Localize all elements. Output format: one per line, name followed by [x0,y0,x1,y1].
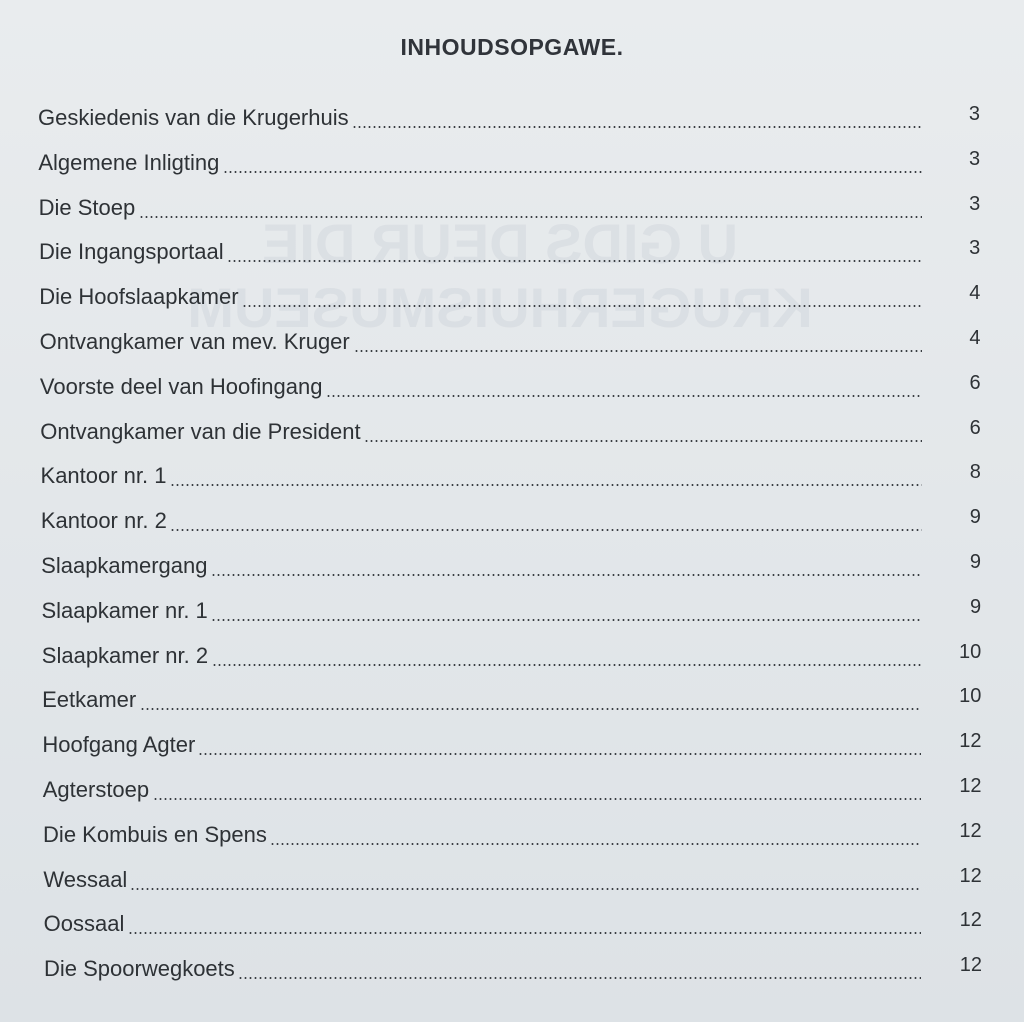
toc-entry-label: Eetkamer [42,687,137,713]
toc-page-number: 3 [969,237,981,260]
toc-entry-label: Kantoor nr. 1 [40,463,167,489]
toc-entry-label: Slaapkamer nr. 1 [41,597,208,623]
toc-page-number: 3 [968,103,980,125]
toc-page-number: 8 [969,461,981,484]
toc-entry [42,683,981,713]
toc-entry [39,191,981,221]
toc-entry-label: Die Stoep [38,194,136,220]
toc-entry-label: Slaapkamergang [41,553,208,578]
toc-entry [39,280,980,310]
toc-entry [40,325,981,355]
toc-dot-leader [364,440,921,442]
toc-entry-label: Ontvangkamer van die President [40,418,361,444]
toc-dot-leader [153,798,921,800]
toc-dot-leader [326,395,922,397]
page-title: INHOUDSOPGAWE. [400,34,624,60]
toc-entry-label: Oossaal [43,911,125,937]
toc-page-number: 6 [969,371,981,394]
toc-dot-leader [130,888,921,890]
toc-dot-leader [270,843,921,845]
toc-page-number: 12 [959,864,982,887]
toc-page-number: 4 [969,327,981,349]
toc-entry [41,549,981,579]
toc-entry-label: Wessaal [43,866,128,892]
toc-dot-leader [354,350,922,352]
toc-entry [44,952,982,982]
toc-dot-leader [242,305,922,307]
toc-entry [41,459,981,489]
toc-entry [39,235,980,265]
toc-dot-leader [170,484,922,486]
toc-entry [42,728,981,758]
toc-entry-label: Die Kombuis en Spens [43,821,267,847]
toc-entry-label: Slaapkamer nr. 2 [41,642,209,668]
toc-entry [40,370,981,400]
toc-page-number: 3 [969,192,981,215]
toc-entry-label: Geskiedenis van die Krugerhuis [38,105,349,130]
toc-entry [43,773,982,803]
toc-entry [42,639,981,669]
toc-dot-leader [140,708,921,710]
toc-page-number: 10 [959,640,982,663]
toc-entry [41,504,981,534]
toc-entry [38,146,980,176]
toc-page-number: 3 [968,147,981,170]
toc-page-number: 4 [969,282,981,305]
toc-dot-leader [170,529,922,531]
toc-entry [43,863,981,893]
toc-entry-label: Voorste deel van Hoofingang [39,373,323,399]
toc-dot-leader [211,619,921,621]
toc-entry-label: Hoofgang Agter [42,732,196,758]
toc-entry [43,818,982,848]
toc-page-number: 9 [970,595,982,618]
toc-dot-leader [128,932,921,934]
toc-entry [41,594,981,624]
toc-entry-label: Ontvangkamer van mev. Kruger [39,329,350,354]
toc-entry-label: Die Spoorwegkoets [44,956,235,982]
toc-page-number: 10 [959,685,982,708]
toc-page-number: 12 [959,819,982,842]
toc-entry-label: Die Hoofslaapkamer [39,284,239,310]
toc-entry-label: Algemene Inligting [38,149,220,175]
show-through-line-1: U GIDS DEUR DIE [261,212,739,275]
toc-dot-leader [198,753,921,755]
toc-entry-label: Die Ingangsportaal [38,239,224,265]
toc-entry-label: Kantoor nr. 2 [40,508,167,534]
toc-entry-label: Agterstoep [42,777,150,802]
toc-dot-leader [352,126,922,128]
toc-page-number: 12 [959,730,982,753]
toc-entry [44,907,982,937]
toc-entry [38,101,980,131]
toc-dot-leader [139,216,922,218]
toc-entry [40,415,981,445]
toc-page-number: 9 [969,506,981,529]
toc-dot-leader [211,574,921,576]
toc-dot-leader [223,171,922,173]
toc-page-number: 12 [959,775,982,797]
toc-page-number: 9 [969,551,982,573]
toc-page-number: 12 [959,909,982,932]
toc-dot-leader [212,664,922,666]
toc-dot-leader [238,977,921,979]
toc-page-number: 12 [959,954,982,977]
toc-dot-leader [227,260,922,262]
toc-page-number: 6 [969,416,981,439]
show-through-line-2: KRUGERHUISMUSEUM [187,276,813,339]
